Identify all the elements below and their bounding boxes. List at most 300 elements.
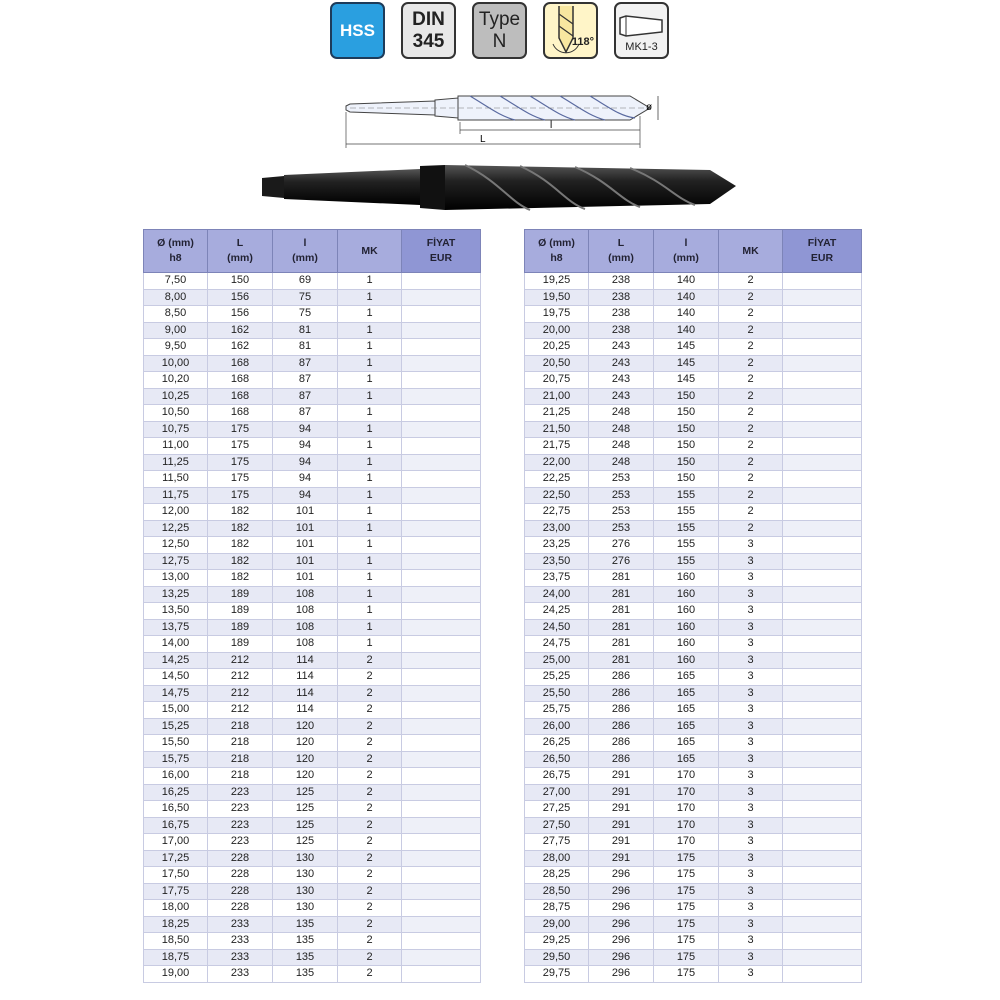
cell-flute-length: 175 xyxy=(654,900,719,917)
table-row xyxy=(144,735,481,752)
cell-total-length: 291 xyxy=(589,768,654,785)
cell-price xyxy=(402,438,481,455)
cell-total-length: 281 xyxy=(589,652,654,669)
cell-price xyxy=(783,867,862,884)
cell-flute-length: 87 xyxy=(273,405,338,422)
cell-flute-length: 140 xyxy=(654,289,719,306)
col-total-length xyxy=(208,230,273,273)
cell-total-length: 182 xyxy=(208,537,273,554)
cell-flute-length: 165 xyxy=(654,669,719,686)
table-row xyxy=(144,487,481,504)
cell-total-length: 218 xyxy=(208,735,273,752)
cell-diameter: 24,50 xyxy=(525,619,589,636)
cell-price xyxy=(402,735,481,752)
table-header-row xyxy=(525,230,862,273)
cell-price xyxy=(402,652,481,669)
cell-mk: 3 xyxy=(719,619,783,636)
table-row xyxy=(525,949,862,966)
cell-diameter: 13,00 xyxy=(144,570,208,587)
cell-price xyxy=(783,949,862,966)
cell-diameter: 19,50 xyxy=(525,289,589,306)
table-row xyxy=(525,933,862,950)
point-angle-label: 118° xyxy=(571,36,594,48)
cell-diameter: 18,75 xyxy=(144,949,208,966)
cell-diameter: 10,25 xyxy=(144,388,208,405)
cell-diameter: 22,25 xyxy=(525,471,589,488)
cell-mk: 3 xyxy=(719,933,783,950)
cell-total-length: 162 xyxy=(208,339,273,356)
cell-mk: 2 xyxy=(338,817,402,834)
cell-diameter: 17,25 xyxy=(144,850,208,867)
cell-price xyxy=(402,850,481,867)
cell-total-length: 228 xyxy=(208,883,273,900)
cell-mk: 1 xyxy=(338,289,402,306)
cell-mk: 3 xyxy=(719,867,783,884)
table-row xyxy=(144,339,481,356)
cell-flute-length: 165 xyxy=(654,735,719,752)
cell-total-length: 212 xyxy=(208,669,273,686)
din-label-1: DIN xyxy=(412,8,445,30)
cell-total-length: 168 xyxy=(208,372,273,389)
cell-total-length: 281 xyxy=(589,586,654,603)
table-row xyxy=(144,834,481,851)
cell-price xyxy=(402,966,481,983)
cell-flute-length: 87 xyxy=(273,355,338,372)
table-row xyxy=(144,933,481,950)
cell-flute-length: 160 xyxy=(654,603,719,620)
cell-flute-length: 125 xyxy=(273,834,338,851)
cell-diameter: 21,25 xyxy=(525,405,589,422)
cell-diameter: 20,00 xyxy=(525,322,589,339)
col-price-currency: EUR xyxy=(429,252,453,264)
table-row xyxy=(144,306,481,323)
cell-flute-length: 170 xyxy=(654,801,719,818)
cell-total-length: 281 xyxy=(589,619,654,636)
cell-mk: 3 xyxy=(719,636,783,653)
cell-diameter: 13,50 xyxy=(144,603,208,620)
cell-flute-length: 135 xyxy=(273,916,338,933)
cell-flute-length: 101 xyxy=(273,504,338,521)
cell-flute-length: 130 xyxy=(273,883,338,900)
cell-mk: 1 xyxy=(338,553,402,570)
cell-diameter: 24,75 xyxy=(525,636,589,653)
col-flute-length xyxy=(654,230,719,273)
morse-taper-icon xyxy=(616,8,667,44)
cell-diameter: 14,75 xyxy=(144,685,208,702)
cell-flute-length: 130 xyxy=(273,867,338,884)
table-row xyxy=(144,900,481,917)
cell-diameter: 28,00 xyxy=(525,850,589,867)
col-price-label: FİYAT xyxy=(426,237,456,249)
type-label-2: N xyxy=(492,30,507,52)
cell-flute-length: 135 xyxy=(273,966,338,983)
cell-price xyxy=(783,454,862,471)
cell-price xyxy=(402,916,481,933)
cell-total-length: 228 xyxy=(208,900,273,917)
cell-flute-length: 170 xyxy=(654,817,719,834)
cell-total-length: 189 xyxy=(208,586,273,603)
cell-flute-length: 165 xyxy=(654,702,719,719)
col-diameter-label: Ø (mm) xyxy=(157,237,194,249)
table-row xyxy=(525,586,862,603)
cell-price xyxy=(402,339,481,356)
cell-price xyxy=(402,405,481,422)
cell-flute-length: 150 xyxy=(654,471,719,488)
type-badge xyxy=(472,2,527,59)
cell-flute-length: 69 xyxy=(273,273,338,290)
cell-diameter: 12,75 xyxy=(144,553,208,570)
cell-diameter: 25,50 xyxy=(525,685,589,702)
cell-price xyxy=(402,900,481,917)
cell-mk: 1 xyxy=(338,438,402,455)
cell-price xyxy=(402,669,481,686)
cell-price xyxy=(402,784,481,801)
cell-mk: 3 xyxy=(719,702,783,719)
table-row xyxy=(144,421,481,438)
cell-price xyxy=(783,718,862,735)
col-total-length-unit: (mm) xyxy=(227,252,253,264)
cell-mk: 2 xyxy=(719,339,783,356)
cell-flute-length: 165 xyxy=(654,751,719,768)
cell-mk: 3 xyxy=(719,916,783,933)
cell-flute-length: 135 xyxy=(273,949,338,966)
cell-price xyxy=(402,768,481,785)
cell-flute-length: 114 xyxy=(273,669,338,686)
cell-diameter: 18,00 xyxy=(144,900,208,917)
cell-mk: 1 xyxy=(338,372,402,389)
cell-mk: 2 xyxy=(719,504,783,521)
cell-mk: 2 xyxy=(719,355,783,372)
cell-diameter: 29,25 xyxy=(525,933,589,950)
cell-price xyxy=(402,553,481,570)
cell-diameter: 18,50 xyxy=(144,933,208,950)
cell-total-length: 233 xyxy=(208,933,273,950)
cell-flute-length: 130 xyxy=(273,900,338,917)
cell-total-length: 182 xyxy=(208,504,273,521)
cell-mk: 1 xyxy=(338,570,402,587)
cell-mk: 2 xyxy=(719,273,783,290)
cell-total-length: 218 xyxy=(208,718,273,735)
cell-price xyxy=(783,702,862,719)
table-row xyxy=(525,883,862,900)
cell-mk: 2 xyxy=(338,685,402,702)
table-row xyxy=(144,949,481,966)
col-price xyxy=(402,230,481,273)
cell-price xyxy=(402,801,481,818)
cell-flute-length: 165 xyxy=(654,718,719,735)
cell-price xyxy=(402,817,481,834)
cell-flute-length: 140 xyxy=(654,273,719,290)
cell-flute-length: 94 xyxy=(273,487,338,504)
cell-total-length: 233 xyxy=(208,949,273,966)
cell-diameter: 10,00 xyxy=(144,355,208,372)
table-row xyxy=(525,438,862,455)
cell-diameter: 25,75 xyxy=(525,702,589,719)
cell-total-length: 243 xyxy=(589,388,654,405)
cell-mk: 2 xyxy=(338,850,402,867)
cell-flute-length: 120 xyxy=(273,718,338,735)
cell-diameter: 11,75 xyxy=(144,487,208,504)
table-row xyxy=(525,636,862,653)
cell-flute-length: 120 xyxy=(273,751,338,768)
cell-flute-length: 150 xyxy=(654,388,719,405)
cell-mk: 2 xyxy=(338,784,402,801)
cell-mk: 2 xyxy=(338,718,402,735)
cell-mk: 1 xyxy=(338,421,402,438)
cell-diameter: 29,00 xyxy=(525,916,589,933)
cell-diameter: 23,00 xyxy=(525,520,589,537)
cell-mk: 3 xyxy=(719,586,783,603)
cell-price xyxy=(783,850,862,867)
cell-price xyxy=(402,751,481,768)
cell-total-length: 212 xyxy=(208,702,273,719)
cell-flute-length: 155 xyxy=(654,537,719,554)
col-total-length-label: L xyxy=(236,237,244,249)
cell-diameter: 19,25 xyxy=(525,273,589,290)
cell-total-length: 291 xyxy=(589,850,654,867)
cell-mk: 3 xyxy=(719,801,783,818)
cell-total-length: 223 xyxy=(208,784,273,801)
cell-price xyxy=(402,355,481,372)
cell-price xyxy=(783,636,862,653)
cell-flute-length: 155 xyxy=(654,504,719,521)
table-row xyxy=(525,619,862,636)
table-row xyxy=(525,421,862,438)
cell-mk: 2 xyxy=(719,454,783,471)
cell-total-length: 281 xyxy=(589,636,654,653)
cell-mk: 1 xyxy=(338,586,402,603)
cell-diameter: 29,50 xyxy=(525,949,589,966)
table-row xyxy=(525,306,862,323)
cell-mk: 2 xyxy=(338,900,402,917)
cell-mk: 1 xyxy=(338,636,402,653)
cell-diameter: 13,75 xyxy=(144,619,208,636)
cell-mk: 2 xyxy=(338,702,402,719)
cell-diameter: 15,00 xyxy=(144,702,208,719)
table-row xyxy=(144,768,481,785)
spec-table-left xyxy=(143,229,481,983)
cell-mk: 3 xyxy=(719,768,783,785)
cell-flute-length: 160 xyxy=(654,586,719,603)
cell-total-length: 253 xyxy=(589,471,654,488)
cell-diameter: 28,25 xyxy=(525,867,589,884)
table-row xyxy=(525,339,862,356)
hss-label: HSS xyxy=(340,20,375,40)
drill-schematic xyxy=(340,88,670,154)
hss-badge xyxy=(330,2,385,59)
cell-total-length: 189 xyxy=(208,603,273,620)
cell-diameter: 15,25 xyxy=(144,718,208,735)
cell-flute-length: 101 xyxy=(273,537,338,554)
table-row xyxy=(144,355,481,372)
cell-total-length: 281 xyxy=(589,603,654,620)
cell-price xyxy=(783,619,862,636)
table-row xyxy=(144,867,481,884)
cell-mk: 1 xyxy=(338,520,402,537)
cell-flute-length: 145 xyxy=(654,339,719,356)
cell-flute-length: 125 xyxy=(273,817,338,834)
cell-total-length: 189 xyxy=(208,619,273,636)
cell-diameter: 17,50 xyxy=(144,867,208,884)
table-row xyxy=(525,570,862,587)
table-row xyxy=(144,570,481,587)
table-row xyxy=(144,289,481,306)
table-row xyxy=(525,520,862,537)
cell-total-length: 248 xyxy=(589,438,654,455)
cell-total-length: 243 xyxy=(589,339,654,356)
table-row xyxy=(525,900,862,917)
cell-total-length: 238 xyxy=(589,306,654,323)
cell-mk: 3 xyxy=(719,669,783,686)
col-flute-length-label: l xyxy=(684,237,688,249)
cell-mk: 3 xyxy=(719,966,783,983)
cell-diameter: 17,00 xyxy=(144,834,208,851)
table-row xyxy=(144,322,481,339)
cell-price xyxy=(402,949,481,966)
table-row xyxy=(525,652,862,669)
cell-flute-length: 175 xyxy=(654,850,719,867)
cell-mk: 2 xyxy=(338,801,402,818)
col-total-length xyxy=(589,230,654,273)
cell-mk: 2 xyxy=(719,421,783,438)
cell-price xyxy=(783,735,862,752)
table-row xyxy=(144,817,481,834)
cell-flute-length: 175 xyxy=(654,949,719,966)
cell-price xyxy=(783,801,862,818)
table-header-row xyxy=(144,230,481,273)
table-row xyxy=(144,619,481,636)
cell-flute-length: 150 xyxy=(654,438,719,455)
cell-mk: 2 xyxy=(719,388,783,405)
cell-total-length: 286 xyxy=(589,751,654,768)
cell-diameter: 21,50 xyxy=(525,421,589,438)
cell-mk: 3 xyxy=(719,900,783,917)
cell-flute-length: 120 xyxy=(273,768,338,785)
cell-mk: 1 xyxy=(338,388,402,405)
cell-price xyxy=(783,883,862,900)
cell-mk: 3 xyxy=(719,537,783,554)
cell-mk: 2 xyxy=(719,487,783,504)
cell-diameter: 27,25 xyxy=(525,801,589,818)
cell-flute-length: 125 xyxy=(273,784,338,801)
cell-mk: 3 xyxy=(719,751,783,768)
table-row xyxy=(144,388,481,405)
cell-flute-length: 160 xyxy=(654,619,719,636)
cell-price xyxy=(402,867,481,884)
table-row xyxy=(525,487,862,504)
cell-total-length: 296 xyxy=(589,867,654,884)
cell-total-length: 296 xyxy=(589,933,654,950)
table-row xyxy=(525,916,862,933)
cell-total-length: 168 xyxy=(208,388,273,405)
cell-total-length: 212 xyxy=(208,652,273,669)
cell-price xyxy=(402,372,481,389)
cell-diameter: 27,50 xyxy=(525,817,589,834)
cell-mk: 3 xyxy=(719,817,783,834)
cell-total-length: 182 xyxy=(208,570,273,587)
cell-price xyxy=(402,586,481,603)
table-row xyxy=(525,355,862,372)
cell-mk: 2 xyxy=(338,652,402,669)
cell-flute-length: 101 xyxy=(273,570,338,587)
cell-price xyxy=(783,322,862,339)
cell-price xyxy=(783,553,862,570)
table-row xyxy=(144,784,481,801)
cell-mk: 3 xyxy=(719,949,783,966)
table-row xyxy=(144,850,481,867)
cell-diameter: 26,50 xyxy=(525,751,589,768)
cell-diameter: 11,50 xyxy=(144,471,208,488)
cell-flute-length: 175 xyxy=(654,966,719,983)
cell-diameter: 28,50 xyxy=(525,883,589,900)
cell-flute-length: 101 xyxy=(273,553,338,570)
cell-mk: 2 xyxy=(719,405,783,422)
taper-badge xyxy=(614,2,669,59)
cell-price xyxy=(783,372,862,389)
cell-flute-length: 150 xyxy=(654,454,719,471)
cell-mk: 2 xyxy=(338,949,402,966)
cell-flute-length: 145 xyxy=(654,372,719,389)
cell-total-length: 248 xyxy=(589,454,654,471)
table-row xyxy=(525,685,862,702)
table-row xyxy=(144,669,481,686)
table-row xyxy=(144,652,481,669)
cell-price xyxy=(783,504,862,521)
cell-total-length: 175 xyxy=(208,487,273,504)
cell-price xyxy=(402,454,481,471)
table-row xyxy=(144,916,481,933)
cell-price xyxy=(783,570,862,587)
cell-diameter: 8,50 xyxy=(144,306,208,323)
table-row xyxy=(144,454,481,471)
cell-diameter: 14,00 xyxy=(144,636,208,653)
total-length-label: L xyxy=(480,134,486,145)
cell-diameter: 15,50 xyxy=(144,735,208,752)
cell-price xyxy=(402,537,481,554)
cell-total-length: 286 xyxy=(589,685,654,702)
cell-mk: 3 xyxy=(719,603,783,620)
cell-flute-length: 108 xyxy=(273,586,338,603)
table-row xyxy=(144,636,481,653)
cell-price xyxy=(783,966,862,983)
cell-price xyxy=(783,471,862,488)
cell-flute-length: 150 xyxy=(654,421,719,438)
cell-diameter: 24,00 xyxy=(525,586,589,603)
cell-total-length: 253 xyxy=(589,520,654,537)
cell-diameter: 21,00 xyxy=(525,388,589,405)
drill-tip-icon xyxy=(545,4,596,57)
col-diameter-tol: h8 xyxy=(169,252,182,264)
cell-mk: 1 xyxy=(338,504,402,521)
cell-diameter: 19,00 xyxy=(144,966,208,983)
cell-mk: 1 xyxy=(338,306,402,323)
col-flute-length xyxy=(273,230,338,273)
cell-mk: 3 xyxy=(719,553,783,570)
cell-diameter: 18,25 xyxy=(144,916,208,933)
cell-diameter: 24,25 xyxy=(525,603,589,620)
table-row xyxy=(525,669,862,686)
cell-diameter: 11,25 xyxy=(144,454,208,471)
table-row xyxy=(525,784,862,801)
cell-price xyxy=(402,520,481,537)
cell-flute-length: 108 xyxy=(273,603,338,620)
diameter-label: ø xyxy=(646,102,653,113)
cell-total-length: 189 xyxy=(208,636,273,653)
cell-total-length: 296 xyxy=(589,883,654,900)
cell-price xyxy=(783,817,862,834)
cell-mk: 3 xyxy=(719,652,783,669)
cell-flute-length: 175 xyxy=(654,867,719,884)
